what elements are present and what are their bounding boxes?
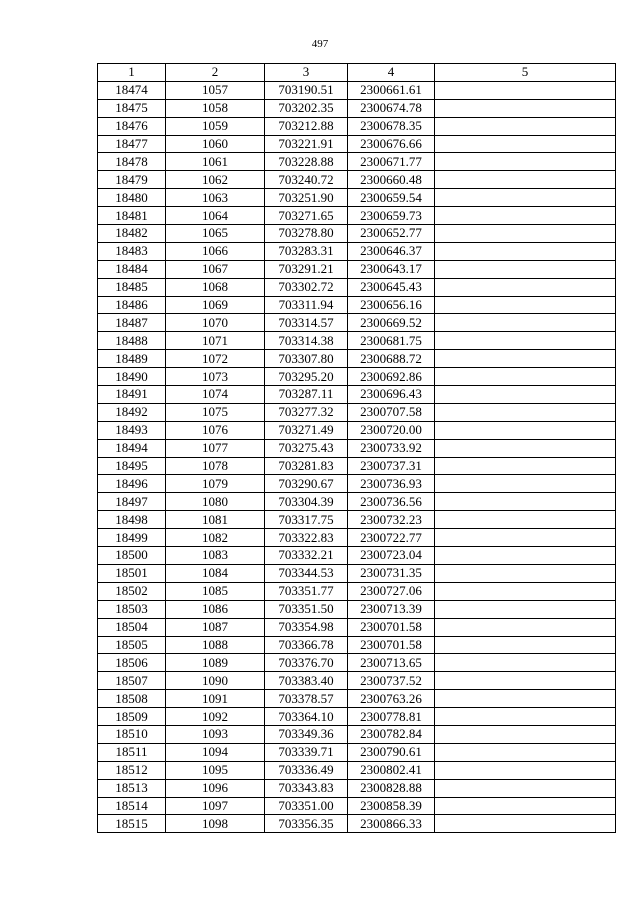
table-cell: 703351.50 bbox=[265, 600, 348, 618]
table-cell: 18495 bbox=[98, 457, 166, 475]
table-cell bbox=[435, 171, 616, 189]
table-cell: 2300652.77 bbox=[348, 225, 435, 243]
table-cell: 703317.75 bbox=[265, 511, 348, 529]
table-header-row bbox=[98, 64, 616, 82]
table-cell: 1070 bbox=[166, 314, 265, 332]
table-cell: 1095 bbox=[166, 761, 265, 779]
table-cell bbox=[435, 99, 616, 117]
table-cell bbox=[435, 600, 616, 618]
table-row bbox=[98, 350, 616, 368]
table-cell: 2300701.58 bbox=[348, 618, 435, 636]
table-row bbox=[98, 386, 616, 404]
table-cell: 1092 bbox=[166, 708, 265, 726]
table-cell: 1084 bbox=[166, 564, 265, 582]
table-cell bbox=[435, 207, 616, 225]
table-cell bbox=[435, 278, 616, 296]
table-row bbox=[98, 672, 616, 690]
table-cell: 1082 bbox=[166, 529, 265, 547]
table-cell: 703212.88 bbox=[265, 117, 348, 135]
table-cell: 703354.98 bbox=[265, 618, 348, 636]
table-cell: 18491 bbox=[98, 386, 166, 404]
table-cell bbox=[435, 725, 616, 743]
table-cell: 18504 bbox=[98, 618, 166, 636]
table-row bbox=[98, 278, 616, 296]
table-cell bbox=[435, 403, 616, 421]
table-cell: 18500 bbox=[98, 547, 166, 565]
table-cell: 1079 bbox=[166, 475, 265, 493]
table-cell: 2300732.23 bbox=[348, 511, 435, 529]
table-cell: 2300681.75 bbox=[348, 332, 435, 350]
table-cell: 703311.94 bbox=[265, 296, 348, 314]
table-cell bbox=[435, 475, 616, 493]
table-cell: 1083 bbox=[166, 547, 265, 565]
table-cell: 703251.90 bbox=[265, 189, 348, 207]
table-cell: 2300692.86 bbox=[348, 368, 435, 386]
table-cell: 2300676.66 bbox=[348, 135, 435, 153]
table-cell: 703339.71 bbox=[265, 743, 348, 761]
table-cell: 1096 bbox=[166, 779, 265, 797]
table-cell: 703314.38 bbox=[265, 332, 348, 350]
table-cell: 703351.00 bbox=[265, 797, 348, 815]
table-row bbox=[98, 260, 616, 278]
table-cell: 1059 bbox=[166, 117, 265, 135]
table-cell: 703307.80 bbox=[265, 350, 348, 368]
table-cell: 18492 bbox=[98, 403, 166, 421]
table-cell: 1093 bbox=[166, 725, 265, 743]
table-cell: 2300778.81 bbox=[348, 708, 435, 726]
table-row bbox=[98, 761, 616, 779]
table-cell: 18501 bbox=[98, 564, 166, 582]
table-cell bbox=[435, 153, 616, 171]
column-header: 5 bbox=[435, 64, 616, 82]
table-cell bbox=[435, 636, 616, 654]
table-cell: 703364.10 bbox=[265, 708, 348, 726]
table-cell: 1068 bbox=[166, 278, 265, 296]
table-cell: 2300782.84 bbox=[348, 725, 435, 743]
table-cell bbox=[435, 743, 616, 761]
table-cell: 703278.80 bbox=[265, 225, 348, 243]
table-row bbox=[98, 135, 616, 153]
table-cell: 1097 bbox=[166, 797, 265, 815]
table-cell bbox=[435, 708, 616, 726]
table-cell: 18476 bbox=[98, 117, 166, 135]
table-cell: 2300790.61 bbox=[348, 743, 435, 761]
table-cell: 2300737.52 bbox=[348, 672, 435, 690]
table-row bbox=[98, 690, 616, 708]
table-cell: 1076 bbox=[166, 421, 265, 439]
table-cell: 2300707.58 bbox=[348, 403, 435, 421]
table-cell: 18507 bbox=[98, 672, 166, 690]
table-cell: 1081 bbox=[166, 511, 265, 529]
table-cell bbox=[435, 779, 616, 797]
table-cell: 703283.31 bbox=[265, 242, 348, 260]
table-row bbox=[98, 815, 616, 833]
table-row bbox=[98, 207, 616, 225]
table-row bbox=[98, 725, 616, 743]
table-cell: 2300645.43 bbox=[348, 278, 435, 296]
table-row bbox=[98, 493, 616, 511]
table-cell bbox=[435, 332, 616, 350]
table-cell: 2300763.26 bbox=[348, 690, 435, 708]
table-cell: 2300723.04 bbox=[348, 547, 435, 565]
table-row bbox=[98, 314, 616, 332]
table-row bbox=[98, 332, 616, 350]
table-cell: 18475 bbox=[98, 99, 166, 117]
table-cell: 18488 bbox=[98, 332, 166, 350]
table-row bbox=[98, 547, 616, 565]
table-cell: 2300659.54 bbox=[348, 189, 435, 207]
table-cell: 703271.49 bbox=[265, 421, 348, 439]
table-cell: 703281.83 bbox=[265, 457, 348, 475]
table-cell: 18485 bbox=[98, 278, 166, 296]
table-cell: 703376.70 bbox=[265, 654, 348, 672]
table-cell: 18480 bbox=[98, 189, 166, 207]
table-cell: 2300669.52 bbox=[348, 314, 435, 332]
table-cell: 703314.57 bbox=[265, 314, 348, 332]
column-header: 3 bbox=[265, 64, 348, 82]
table-cell: 18498 bbox=[98, 511, 166, 529]
table-cell bbox=[435, 81, 616, 99]
coordinates-table bbox=[97, 63, 616, 833]
table-cell: 1065 bbox=[166, 225, 265, 243]
table-cell: 1090 bbox=[166, 672, 265, 690]
table-cell: 703302.72 bbox=[265, 278, 348, 296]
table-cell: 18503 bbox=[98, 600, 166, 618]
table-cell: 2300858.39 bbox=[348, 797, 435, 815]
table-cell: 2300720.00 bbox=[348, 421, 435, 439]
table-cell: 2300737.31 bbox=[348, 457, 435, 475]
table-cell: 1072 bbox=[166, 350, 265, 368]
table-cell: 1058 bbox=[166, 99, 265, 117]
table-cell: 18515 bbox=[98, 815, 166, 833]
table-cell: 2300731.35 bbox=[348, 564, 435, 582]
table-cell: 1098 bbox=[166, 815, 265, 833]
table-cell: 703228.88 bbox=[265, 153, 348, 171]
table-cell bbox=[435, 439, 616, 457]
table-row bbox=[98, 564, 616, 582]
table-cell: 703271.65 bbox=[265, 207, 348, 225]
table-cell: 703304.39 bbox=[265, 493, 348, 511]
table-cell: 703356.35 bbox=[265, 815, 348, 833]
table-cell: 18490 bbox=[98, 368, 166, 386]
table-cell bbox=[435, 135, 616, 153]
table-cell: 1066 bbox=[166, 242, 265, 260]
table-row bbox=[98, 743, 616, 761]
table-cell: 2300727.06 bbox=[348, 582, 435, 600]
table-cell: 703332.21 bbox=[265, 547, 348, 565]
table-row bbox=[98, 153, 616, 171]
table-row bbox=[98, 439, 616, 457]
table-cell: 18478 bbox=[98, 153, 166, 171]
table-cell: 18499 bbox=[98, 529, 166, 547]
table-cell: 703366.78 bbox=[265, 636, 348, 654]
table-row bbox=[98, 582, 616, 600]
table-cell bbox=[435, 529, 616, 547]
table-cell bbox=[435, 493, 616, 511]
table-cell: 1067 bbox=[166, 260, 265, 278]
table-cell: 18487 bbox=[98, 314, 166, 332]
table-row bbox=[98, 618, 616, 636]
table-cell: 2300713.39 bbox=[348, 600, 435, 618]
table-cell: 1091 bbox=[166, 690, 265, 708]
table-cell: 2300643.17 bbox=[348, 260, 435, 278]
table-cell: 703322.83 bbox=[265, 529, 348, 547]
table-cell: 1077 bbox=[166, 439, 265, 457]
table-row bbox=[98, 636, 616, 654]
table-cell: 2300660.48 bbox=[348, 171, 435, 189]
table-cell: 703291.21 bbox=[265, 260, 348, 278]
table-cell: 703349.36 bbox=[265, 725, 348, 743]
table-row bbox=[98, 529, 616, 547]
table-cell: 2300656.16 bbox=[348, 296, 435, 314]
table-cell: 2300678.35 bbox=[348, 117, 435, 135]
table-cell: 703221.91 bbox=[265, 135, 348, 153]
page-number: 497 bbox=[311, 38, 329, 50]
table-cell: 1075 bbox=[166, 403, 265, 421]
table-cell: 2300646.37 bbox=[348, 242, 435, 260]
table-cell: 18506 bbox=[98, 654, 166, 672]
table-cell: 1062 bbox=[166, 171, 265, 189]
table-cell: 2300733.92 bbox=[348, 439, 435, 457]
table-cell: 703344.53 bbox=[265, 564, 348, 582]
table-cell bbox=[435, 690, 616, 708]
table-cell: 2300688.72 bbox=[348, 350, 435, 368]
table-cell: 1071 bbox=[166, 332, 265, 350]
table-cell: 18505 bbox=[98, 636, 166, 654]
table-cell: 703383.40 bbox=[265, 672, 348, 690]
table-cell: 1073 bbox=[166, 368, 265, 386]
table-cell bbox=[435, 618, 616, 636]
table-row bbox=[98, 779, 616, 797]
table-row bbox=[98, 511, 616, 529]
table-cell bbox=[435, 242, 616, 260]
column-header: 2 bbox=[166, 64, 265, 82]
table-row bbox=[98, 117, 616, 135]
table-cell: 2300713.65 bbox=[348, 654, 435, 672]
table-cell: 2300701.58 bbox=[348, 636, 435, 654]
table-cell: 18497 bbox=[98, 493, 166, 511]
table-cell: 2300802.41 bbox=[348, 761, 435, 779]
table-cell bbox=[435, 564, 616, 582]
table-cell: 18494 bbox=[98, 439, 166, 457]
table-cell bbox=[435, 457, 616, 475]
table-cell: 18510 bbox=[98, 725, 166, 743]
table-cell: 703343.83 bbox=[265, 779, 348, 797]
table-cell: 18511 bbox=[98, 743, 166, 761]
table-row bbox=[98, 225, 616, 243]
table-cell: 18483 bbox=[98, 242, 166, 260]
table-cell: 703290.67 bbox=[265, 475, 348, 493]
table-row bbox=[98, 81, 616, 99]
table-row bbox=[98, 600, 616, 618]
table-row bbox=[98, 189, 616, 207]
table-cell: 1087 bbox=[166, 618, 265, 636]
table-cell bbox=[435, 654, 616, 672]
table-cell: 18489 bbox=[98, 350, 166, 368]
table-row bbox=[98, 403, 616, 421]
table-cell: 703287.11 bbox=[265, 386, 348, 404]
table-cell: 1088 bbox=[166, 636, 265, 654]
table-cell: 18477 bbox=[98, 135, 166, 153]
column-header: 1 bbox=[98, 64, 166, 82]
table-cell: 2300659.73 bbox=[348, 207, 435, 225]
table-cell: 2300661.61 bbox=[348, 81, 435, 99]
table-cell: 2300736.56 bbox=[348, 493, 435, 511]
table-cell bbox=[435, 117, 616, 135]
table-cell: 703190.51 bbox=[265, 81, 348, 99]
table-row bbox=[98, 654, 616, 672]
table-cell: 2300736.93 bbox=[348, 475, 435, 493]
table-cell: 18493 bbox=[98, 421, 166, 439]
table-cell: 1089 bbox=[166, 654, 265, 672]
table-row bbox=[98, 368, 616, 386]
table-body bbox=[98, 81, 616, 832]
table-cell bbox=[435, 761, 616, 779]
table-cell bbox=[435, 368, 616, 386]
table-row bbox=[98, 296, 616, 314]
table-cell: 2300674.78 bbox=[348, 99, 435, 117]
table-cell: 18509 bbox=[98, 708, 166, 726]
table-cell: 1074 bbox=[166, 386, 265, 404]
table-cell: 18486 bbox=[98, 296, 166, 314]
table-cell: 18514 bbox=[98, 797, 166, 815]
table-cell: 2300866.33 bbox=[348, 815, 435, 833]
table-cell: 1085 bbox=[166, 582, 265, 600]
table-cell: 18508 bbox=[98, 690, 166, 708]
table-cell: 1064 bbox=[166, 207, 265, 225]
table-row bbox=[98, 457, 616, 475]
table-cell bbox=[435, 386, 616, 404]
table-cell: 2300828.88 bbox=[348, 779, 435, 797]
table-cell: 18496 bbox=[98, 475, 166, 493]
table-cell bbox=[435, 189, 616, 207]
table-cell: 18484 bbox=[98, 260, 166, 278]
table-cell bbox=[435, 421, 616, 439]
table-cell bbox=[435, 260, 616, 278]
table-cell bbox=[435, 547, 616, 565]
table-cell bbox=[435, 582, 616, 600]
table-cell bbox=[435, 225, 616, 243]
table-row bbox=[98, 242, 616, 260]
table-cell: 18513 bbox=[98, 779, 166, 797]
table-cell: 703295.20 bbox=[265, 368, 348, 386]
table-cell: 2300696.43 bbox=[348, 386, 435, 404]
table-cell: 1060 bbox=[166, 135, 265, 153]
table-cell: 1078 bbox=[166, 457, 265, 475]
table-cell bbox=[435, 815, 616, 833]
table-cell: 18481 bbox=[98, 207, 166, 225]
table-cell: 703202.35 bbox=[265, 99, 348, 117]
table-cell: 1057 bbox=[166, 81, 265, 99]
table-cell bbox=[435, 797, 616, 815]
table-cell: 1069 bbox=[166, 296, 265, 314]
table-row bbox=[98, 708, 616, 726]
table-cell bbox=[435, 314, 616, 332]
table-cell: 18474 bbox=[98, 81, 166, 99]
table-cell: 1080 bbox=[166, 493, 265, 511]
table-row bbox=[98, 171, 616, 189]
table-cell: 703336.49 bbox=[265, 761, 348, 779]
table-row bbox=[98, 797, 616, 815]
table-cell: 2300671.77 bbox=[348, 153, 435, 171]
table-cell: 18512 bbox=[98, 761, 166, 779]
table-cell bbox=[435, 672, 616, 690]
table-cell: 703351.77 bbox=[265, 582, 348, 600]
table-row bbox=[98, 475, 616, 493]
column-header: 4 bbox=[348, 64, 435, 82]
table-row bbox=[98, 421, 616, 439]
table-cell: 1063 bbox=[166, 189, 265, 207]
table-cell: 18502 bbox=[98, 582, 166, 600]
table-cell: 703378.57 bbox=[265, 690, 348, 708]
table-cell: 703277.32 bbox=[265, 403, 348, 421]
table-cell: 2300722.77 bbox=[348, 529, 435, 547]
table-cell: 18482 bbox=[98, 225, 166, 243]
table-row bbox=[98, 99, 616, 117]
table-cell: 703275.43 bbox=[265, 439, 348, 457]
table-cell bbox=[435, 350, 616, 368]
table-cell: 703240.72 bbox=[265, 171, 348, 189]
table-cell: 1094 bbox=[166, 743, 265, 761]
table-cell: 1086 bbox=[166, 600, 265, 618]
table-cell bbox=[435, 511, 616, 529]
table-cell: 1061 bbox=[166, 153, 265, 171]
table-cell bbox=[435, 296, 616, 314]
table-cell: 18479 bbox=[98, 171, 166, 189]
